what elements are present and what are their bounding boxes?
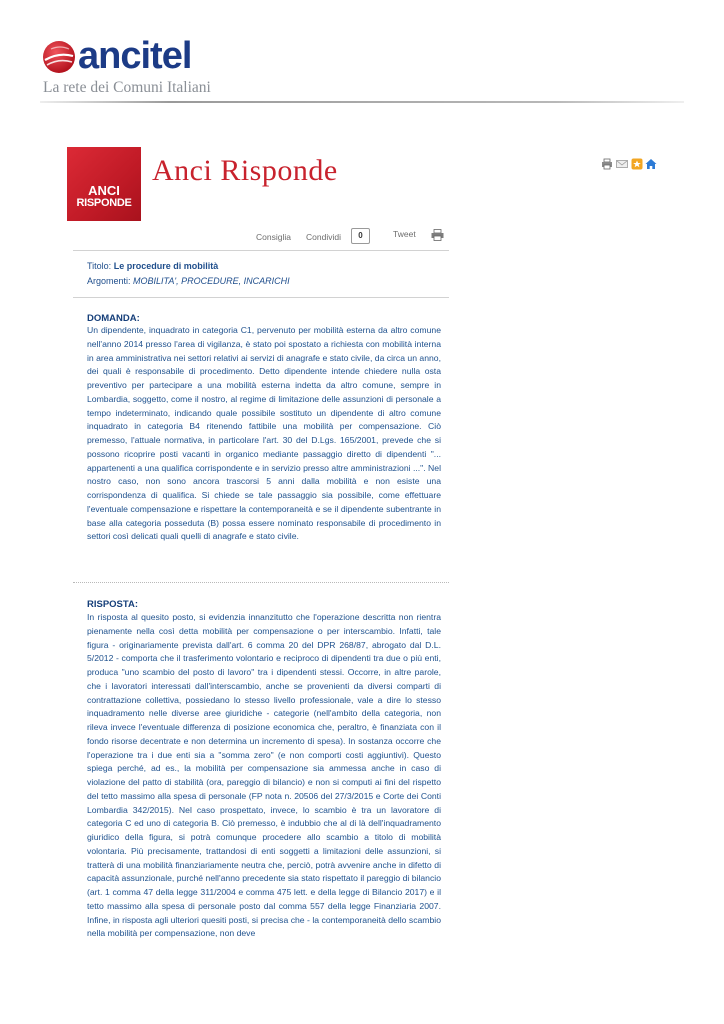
home-icon[interactable] xyxy=(645,158,657,170)
tweet-button[interactable]: Tweet xyxy=(393,229,416,239)
consiglia-button[interactable]: Consiglia xyxy=(256,232,291,242)
answer-text: In risposta al quesito posto, si evidenzia innanzitutto che l'operazione descritta non rientra pienamente nella così detta mobilità per compensazione o per interscambio. Infatti, tale figura - originariamente prevista dall'art. 6 comma 20 del DPR 268/87, abrogato dal D.L. 5/2012 - comporta che il trasferimento volontario e reciproco di dipendenti tra due o più enti, produca "uno scambio del posto di lavoro" tra i dipendenti stessi. Occorre, in altre parole, che i lavoratori interessati dall'interscambio, anche se provenienti da diversi comparti di contrattazione collettiva, possiedano lo stesso livello professionale, vale a dire lo stesso inquadramento nelle diverse aree giuridiche - categorie (nell'ambito della categoria, non rileva invece l'eventuale differenza di posizione economica che, peraltro, è finanziata con il fondo risorse decentrate e non determina un incremento di spesa). In sostanza occorre che l'operazione tra i due enti sia a "somma zero" (e non comporti costi aggiuntivi). Questo spiega perché, ad es., la mobilità per compensazione sia ammessa anche in caso di violazione del patto di stabilità (ora, pareggio di bilancio) e non si computi ai fini del rispetto del tetto massimo alla spesa di personale (FP nota n. 20506 del 27/3/2015 e Corte dei Conti Lombardia 342/2015). Nel caso prospettato, invece, lo scambio è tra un lavoratore di categoria C ed uno di categoria B. Ciò premesso, è indubbio che al di là dell'inquadramento giuridico della figura, si potrà comunque procedere allo scambio a titolo di mobilità volontaria. Più precisamente, trattandosi di enti soggetti a limitazioni delle assunzioni, si tratterà di una mobilità finanziariamente neutra che, perciò, potrà avvenire anche in difetto di capacità assunzionale, purché nell'anno precedente sia stato rispettato il pareggio di bilancio (art. 1 comma 47 della legge 311/2004 e comma 475 lett. e della legge di Bilancio 2017) e il tetto massimo alla spesa di personale posto dal comma 557 della legge Finanziaria 2007. Infine, in risposta agli ulteriori quesiti posti, si precisa che - la contemporaneità dello scambio nella mobilità per compensazione, non deve xyxy=(87,612,441,939)
question-text: Un dipendente, inquadrato in categoria C1, pervenuto per mobilità esterna da altro comune nell'anno 2014 presso l'area di vigilanza, è stato poi spostato a richiesta con mobilità interna in area amministrativa nei settori relativi ai servizi di anagrafe e stato civile, da circa un anno, dei quali è responsabile di procedimento. Detto dipendente intende chiedere nulla osta preventivo per partecipare a una mobilità esterna indetta da altro comune, sempre in Lombardia, soggetto, come il nostro, al regime di limitazione delle assunzioni di personale a tempo indeterminato, indicando quale possibile sostituto un dipendente di altro comune inquadrato in categoria B4 ritenendo fattibile una mobilità per compensazione. Ciò premesso, l'attuale normativa, in particolare l'art. 30 del D.Lgs. 165/2001, prevede che si possono ricoprire posti vacanti in organico mediante passaggio diretto di dipendenti "... appartenenti a una qualifica corrispondente e in servizio presso altre amministrazioni ...". Nel nostro caso, non sono ancora trascorsi 5 anni dalla mobilità e non esiste una corrispondenza di qualifica. Si chiede se tale passaggio sia possibile, come effettuare l'eventuale compensazione e rispettare la contemporaneità e se il dipendente subentrante in base alla categoria posseduta (B) possa essere nominato responsabile di procedimento in settori così delicati quali quelli di anagrafe e stato civile. xyxy=(87,325,441,542)
ancitel-logo[interactable] xyxy=(40,35,240,98)
answer-heading: RISPOSTA: xyxy=(87,599,139,610)
share-count: 0 xyxy=(351,228,370,244)
title-label: Titolo: xyxy=(87,261,112,271)
article-title: Le procedure di mobilità xyxy=(113,261,219,271)
article-title-row xyxy=(87,261,218,271)
ancitel-globe-icon xyxy=(42,40,76,74)
brand-tagline: La rete dei Comuni Italiani xyxy=(43,79,211,96)
divider xyxy=(73,250,449,251)
page-title: Anci Risponde xyxy=(152,154,338,187)
anci-risponde-logo xyxy=(67,147,141,221)
topics-label: Argomenti: xyxy=(87,276,131,286)
bookmark-icon[interactable] xyxy=(631,158,643,170)
article-topics: MOBILITA', PROCEDURE, INCARICHI xyxy=(133,276,290,286)
condividi-button[interactable]: Condividi xyxy=(306,232,341,242)
brand-name: ancitel xyxy=(78,35,192,77)
article-topics-row xyxy=(87,276,290,286)
print-article-icon[interactable] xyxy=(431,229,444,241)
email-icon[interactable] xyxy=(616,158,628,170)
logo-line-1: ANCI xyxy=(88,183,120,198)
print-icon[interactable] xyxy=(601,158,613,170)
section-divider xyxy=(73,582,449,584)
question-heading: DOMANDA: xyxy=(87,313,140,324)
header-divider xyxy=(40,101,684,103)
logo-line-2: RISPONDE xyxy=(76,197,132,209)
divider xyxy=(73,297,449,298)
